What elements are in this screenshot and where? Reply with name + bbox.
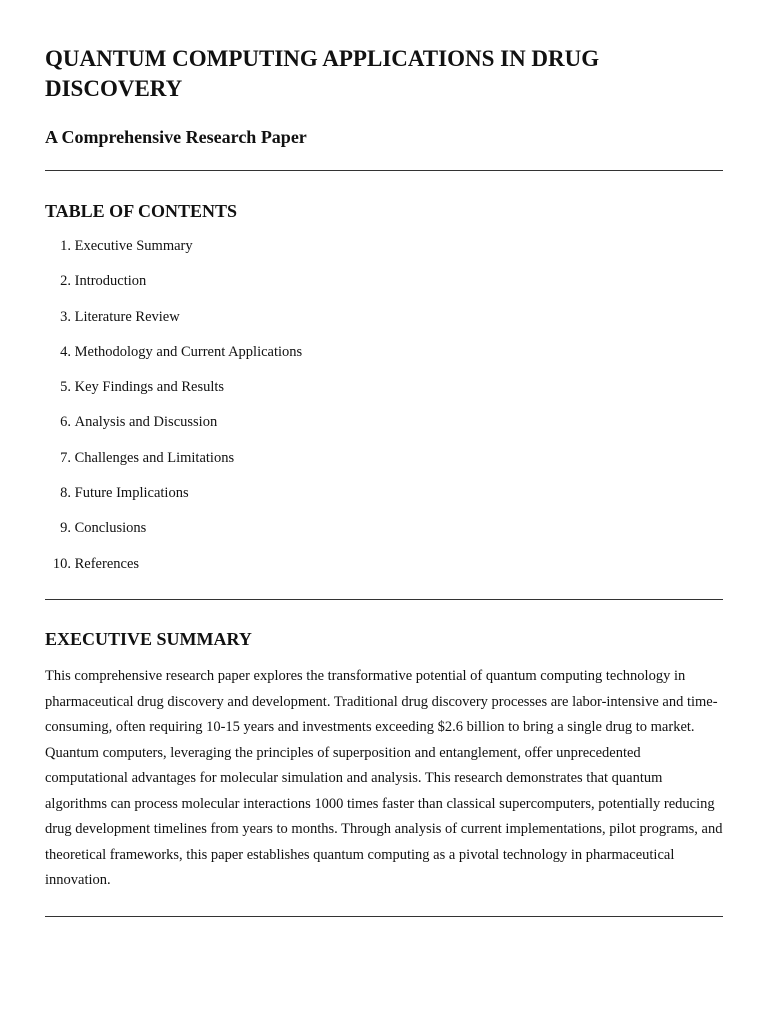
toc-item-number: 4. — [60, 343, 71, 360]
toc-item-label: Literature Review — [74, 308, 180, 325]
toc-item-future-implications[interactable] — [45, 480, 302, 515]
divider — [45, 599, 723, 600]
toc-item-label: Future Implications — [74, 485, 189, 502]
executive-summary-heading: EXECUTIVE SUMMARY — [45, 629, 252, 649]
page-subtitle: A Comprehensive Research Paper — [45, 127, 307, 147]
toc-item-number: 6. — [60, 414, 71, 431]
toc-item-label: References — [74, 555, 140, 572]
executive-summary-body: This comprehensive research paper explores the transformative potential of quantum computing technology in pharmaceutical drug discovery and development. Traditional drug discovery processes are labor-intensive and time-consuming, often requiring 10-15 years and investments exceeding $2.6 billion to bring a single drug to market. Quantum computers, leveraging the principles of superposition and entanglement, offer unprecedented computational advantages for molecular simulation and analysis. This research demonstrates that quantum algorithms can process molecular interactions 1000 times faster than classical supercomputers, potentially reducing drug development timelines from years to months. Through analysis of current implementations, pilot programs, and theoretical frameworks, this paper establishes quantum computing as a pivotal technology in pharmaceutical innovation. — [45, 668, 723, 888]
toc-item-label: Introduction — [74, 273, 147, 290]
toc-item-number: 3. — [60, 308, 71, 325]
toc-item-number: 7. — [60, 449, 71, 466]
toc-item-label: Conclusions — [74, 520, 147, 537]
toc-item-number: 1. — [60, 238, 71, 254]
toc-item-label: Analysis and Discussion — [74, 414, 218, 431]
divider — [45, 916, 723, 917]
toc-item-literature-review[interactable] — [45, 304, 302, 339]
toc-item-methodology[interactable] — [45, 339, 302, 374]
toc-item-number: 9. — [60, 520, 71, 537]
toc-item-label: Executive Summary — [74, 238, 193, 254]
toc-item-label: Key Findings and Results — [74, 379, 225, 396]
toc-item-key-findings[interactable] — [45, 374, 302, 409]
toc-item-challenges[interactable] — [45, 445, 302, 480]
toc-list — [45, 233, 302, 586]
toc-item-number: 5. — [60, 379, 71, 396]
toc-item-references[interactable] — [45, 551, 302, 586]
divider — [45, 170, 723, 171]
toc-item-number: 8. — [60, 485, 71, 502]
toc-item-number: 10. — [52, 555, 71, 572]
toc-item-conclusions[interactable] — [45, 515, 302, 550]
toc-item-number: 2. — [60, 273, 71, 290]
toc-item-label: Challenges and Limitations — [74, 449, 235, 466]
page-title: QUANTUM COMPUTING APPLICATIONS IN DRUG DISCOVERY — [45, 46, 600, 101]
toc-heading: TABLE OF CONTENTS — [45, 201, 238, 221]
toc-item-executive-summary[interactable] — [45, 233, 302, 268]
toc-item-introduction[interactable] — [45, 268, 302, 303]
toc-item-label: Methodology and Current Applications — [74, 343, 303, 360]
toc-item-analysis[interactable] — [45, 409, 302, 444]
